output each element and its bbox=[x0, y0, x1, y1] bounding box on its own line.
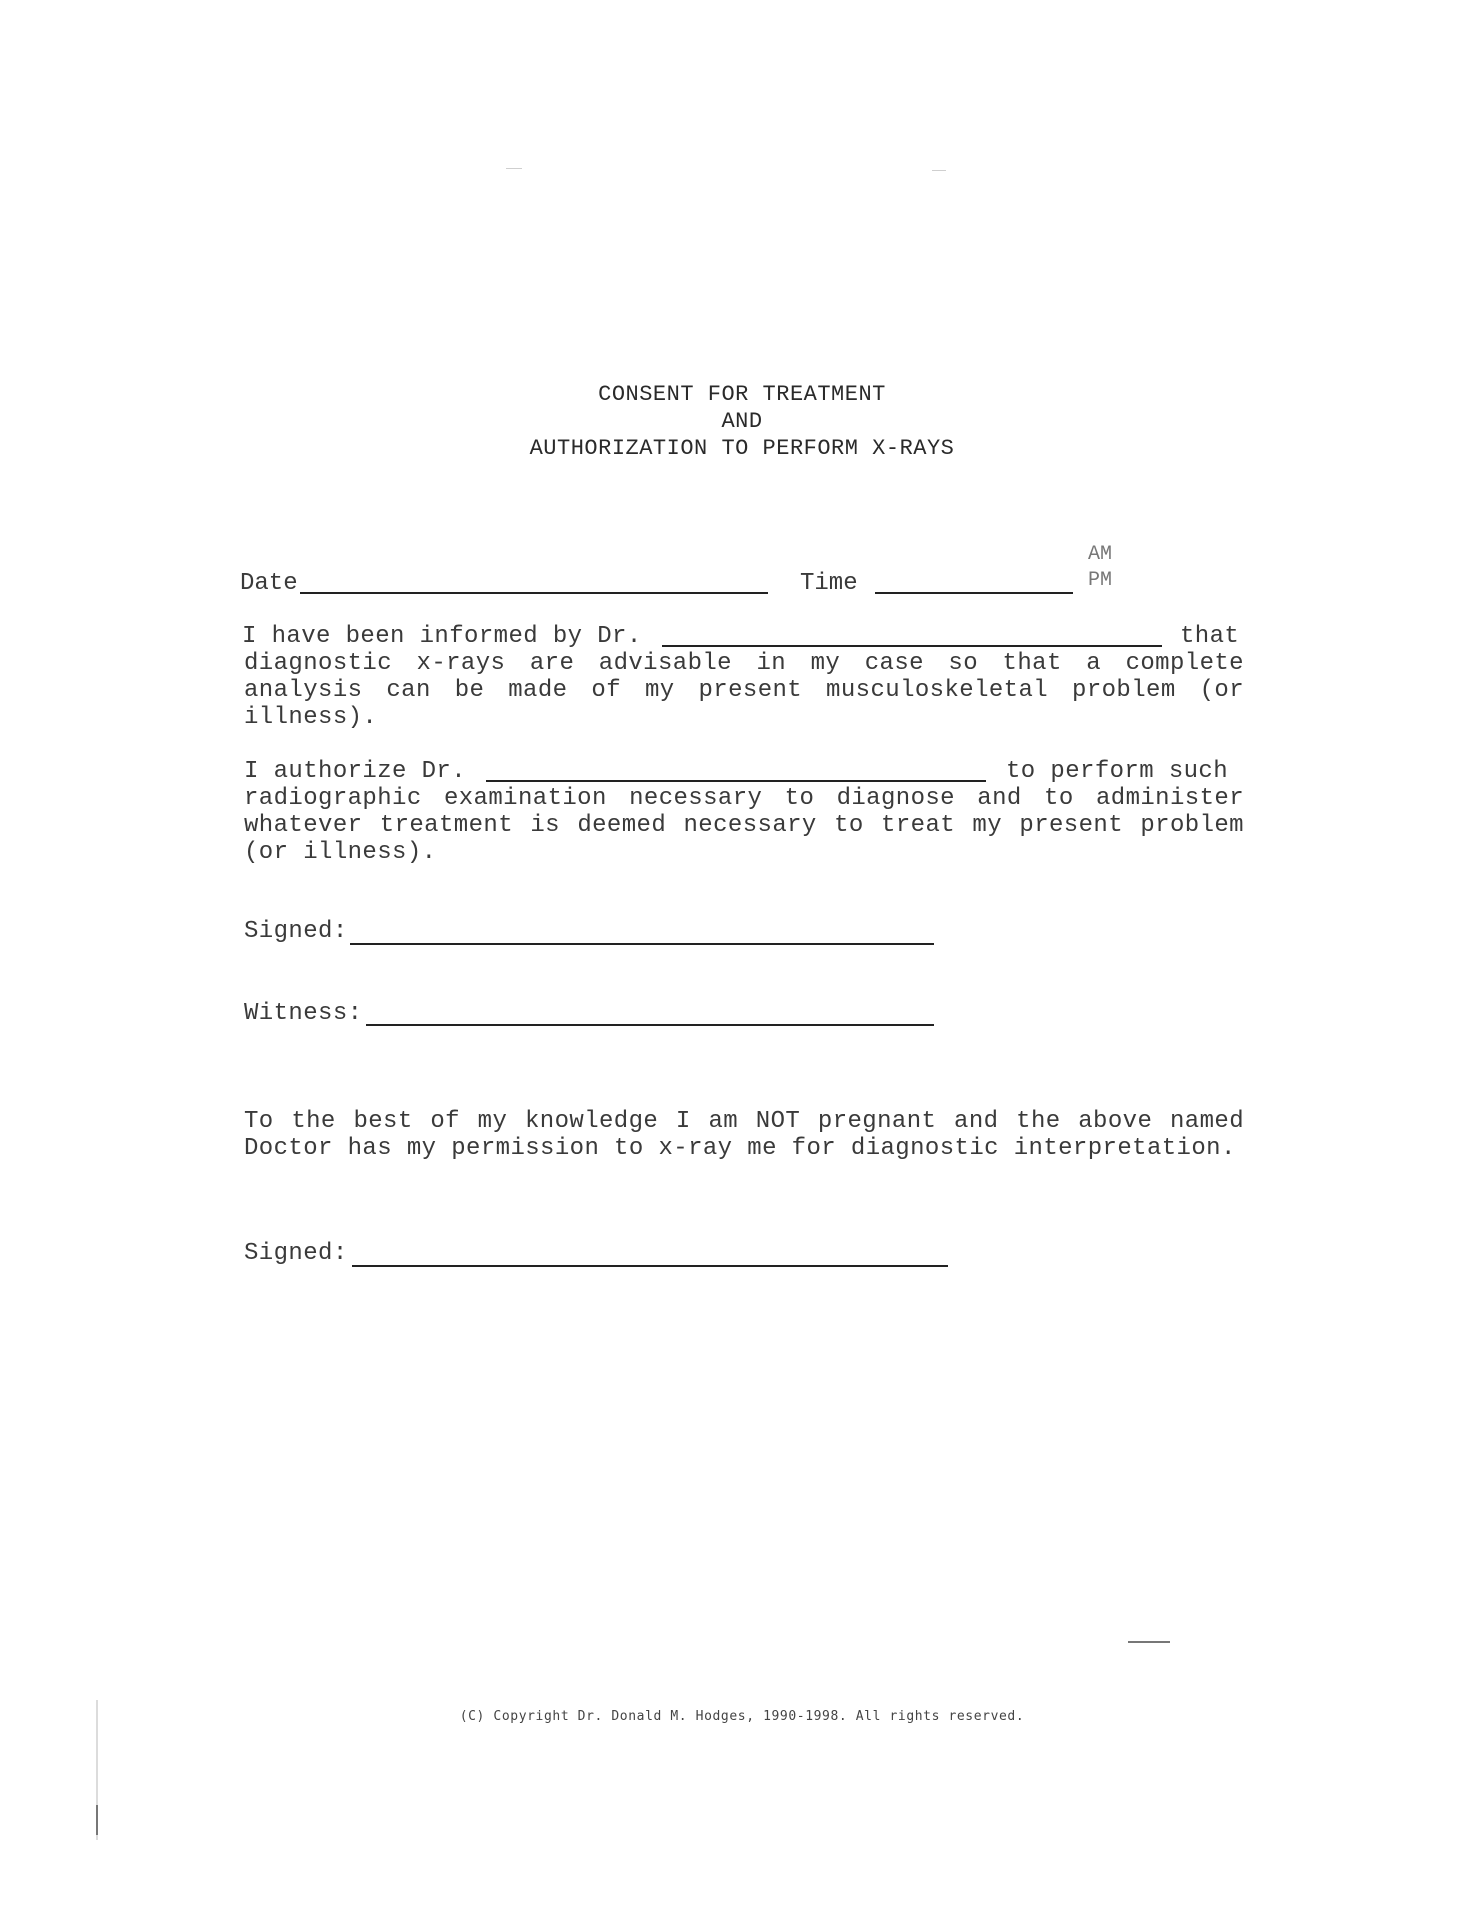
para1-suffix: that bbox=[1180, 623, 1240, 650]
para1-body bbox=[244, 650, 1244, 731]
pregnancy-signature-field[interactable] bbox=[352, 1265, 948, 1267]
date-field[interactable] bbox=[300, 592, 768, 594]
form-title-line2: AND bbox=[721, 409, 763, 434]
scan-speck bbox=[1128, 1641, 1170, 1643]
para2-line4: (or illness). bbox=[244, 839, 437, 866]
copyright-footer: (C) Copyright Dr. Donald M. Hodges, 1990-1998. All rights reserved. bbox=[459, 1709, 1025, 1724]
para1-line3: analysis can be made of my present musculoskeletal problem (or bbox=[244, 677, 1244, 704]
para2-prefix: I authorize Dr. bbox=[244, 758, 467, 785]
witness-signature-field[interactable] bbox=[366, 1024, 934, 1026]
para1-prefix: I have been informed by Dr. bbox=[242, 623, 642, 650]
para2-suffix: to perform such bbox=[1006, 758, 1229, 785]
pm-option[interactable]: PM bbox=[1088, 569, 1113, 592]
para1-line2: diagnostic x-rays are advisable in my case so that a complete bbox=[244, 650, 1244, 677]
form-title-line3: AUTHORIZATION TO PERFORM X-RAYS bbox=[529, 436, 955, 461]
time-label: Time bbox=[800, 570, 858, 597]
scan-speck bbox=[96, 1805, 98, 1835]
scan-speck bbox=[932, 170, 946, 171]
pregnancy-line1: To the best of my knowledge I am NOT pregnant and the above named bbox=[244, 1108, 1244, 1135]
para2-line3: whatever treatment is deemed necessary to treat my present problem bbox=[244, 812, 1244, 839]
scan-speck bbox=[506, 168, 522, 169]
para1-line4: illness). bbox=[244, 704, 378, 731]
witness-label: Witness: bbox=[244, 1000, 363, 1027]
authorized-doctor-field[interactable] bbox=[486, 780, 986, 782]
form-title-line1: CONSENT FOR TREATMENT bbox=[598, 382, 886, 407]
para2-body bbox=[244, 785, 1244, 866]
pregnancy-line2: Doctor has my permission to x-ray me for diagnostic interpretation. bbox=[244, 1135, 1236, 1162]
patient-signature-field[interactable] bbox=[350, 943, 934, 945]
para2-line2: radiographic examination necessary to diagnose and to administer bbox=[244, 785, 1244, 812]
signed-label-2: Signed: bbox=[244, 1240, 348, 1267]
am-option[interactable]: AM bbox=[1088, 543, 1113, 566]
time-field[interactable] bbox=[875, 592, 1073, 594]
informing-doctor-field[interactable] bbox=[662, 645, 1162, 647]
date-label: Date bbox=[240, 570, 298, 597]
signed-label-1: Signed: bbox=[244, 918, 348, 945]
pregnancy-statement bbox=[244, 1108, 1244, 1162]
